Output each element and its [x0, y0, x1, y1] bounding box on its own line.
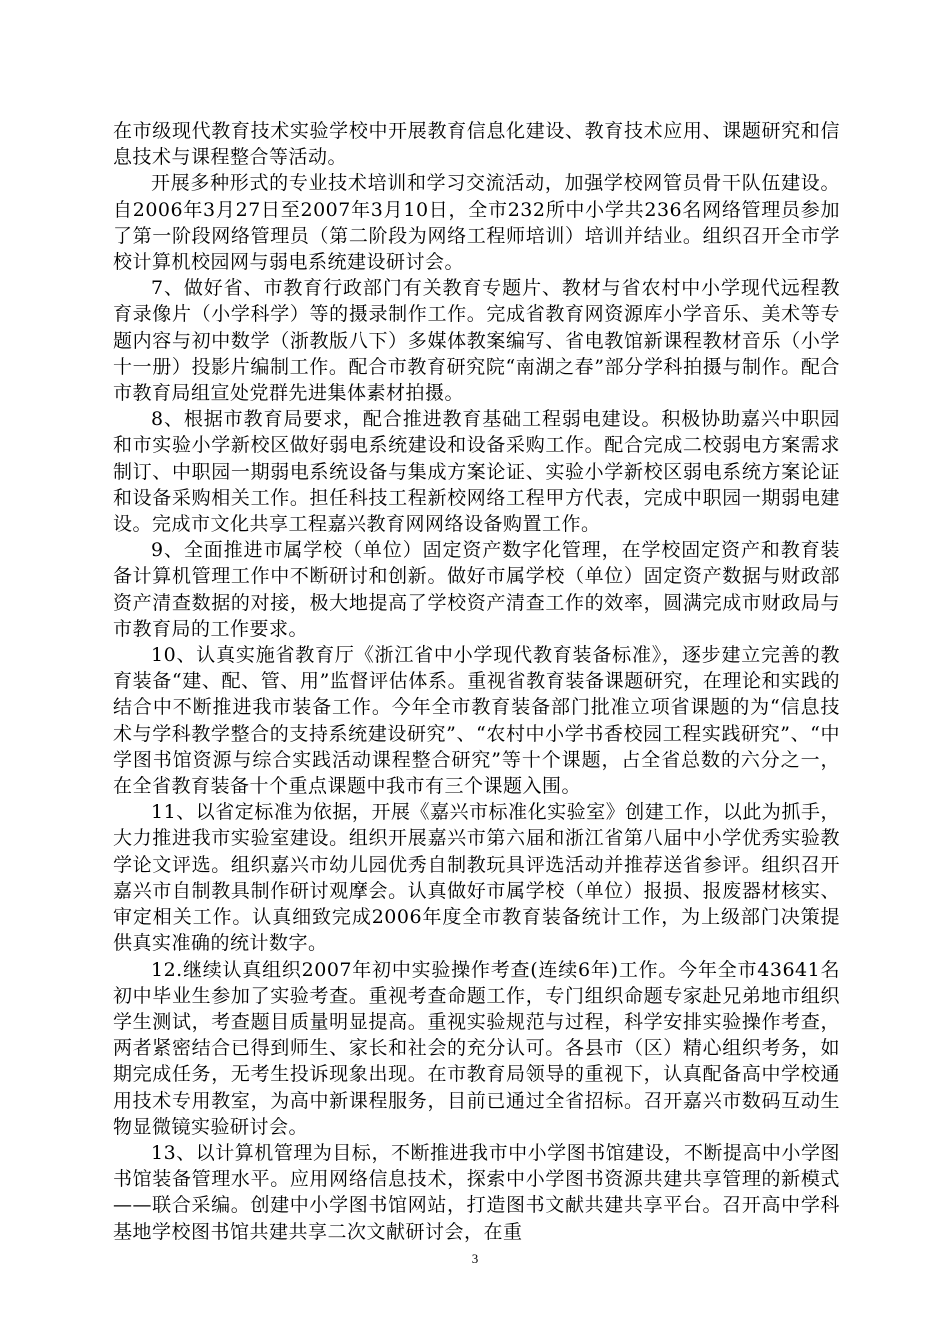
paragraph-item-13: 13、以计算机管理为目标，不断推进我市中小学图书馆建设，不断提高中小学图书馆装备管理水平。应用网络信息技术，探索中小学图书资源共建共享管理的新模式——联合采编。创建中小学图书馆网站，打造图书文献共建共享平台。召开高中学科基地学校图书馆共建共享二次文献研讨会，在重 [113, 1141, 840, 1243]
paragraph-item-9: 9、全面推进市属学校（单位）固定资产数字化管理，在学校固定资产和教育装备计算机管理工作中不断研讨和创新。做好市属学校（单位）固定资产数据与财政部资产清查数据的对接，极大地提高了学校资产清查工作的效率，圆满完成市财政局与市教育局的工作要求。 [113, 539, 840, 640]
paragraph-item-8: 8、根据市教育局要求，配合推进教育基础工程弱电建设。积极协助嘉兴中职园和市实验小学新校区做好弱电系统建设和设备采购工作。配合完成二校弱电方案需求制订、中职园一期弱电系统设备与集成方案论证、实验小学新校区弱电系统方案论证和设备采购相关工作。担任科技工程新校网络工程甲方代表，完成中职园一期弱电建设。完成市文化共享工程嘉兴教育网网络设备购置工作。 [113, 408, 840, 536]
page-number: 3 [471, 1251, 479, 1266]
document-body [113, 118, 840, 1245]
paragraph-item-11: 11、以省定标准为依据，开展《嘉兴市标准化实验室》创建工作，以此为抓手，大力推进我市实验室建设。组织开展嘉兴市第六届和浙江省第八届中小学优秀实验教学论文评选。组织嘉兴市幼儿园优秀自制教玩具评选活动并推荐送省参评。组织召开嘉兴市自制教具制作研讨观摩会。认真做好市属学校（单位）报损、报废器材核实、审定相关工作。认真细致完成2006年度全市教育装备统计工作，为上级部门决策提供真实准确的统计数字。 [113, 801, 840, 955]
paragraph-item-7: 7、做好省、市教育行政部门有关教育专题片、教材与省农村中小学现代远程教育录像片（小学科学）等的摄录制作工作。完成省教育网资源库小学音乐、美术等专题内容与初中数学（浙教版八下）多媒体教案编写、省电教馆新课程教材音乐（小学十一册）投影片编制工作。配合市教育研究院“南湖之春”部分学科拍摄与制作。配合市教育局组宣处党群先进集体素材拍摄。 [113, 277, 840, 405]
paragraph-training: 开展多种形式的专业技术培训和学习交流活动，加强学校网管员骨干队伍建设。自2006年3月27日至2007年3月10日，全市232所中小学共236名网络管理员参加了第一阶段网络管理员（第二阶段为网络工程师培训）培训并结业。组织召开全市学校计算机校园网与弱电系统建设研讨会。 [113, 172, 840, 274]
paragraph-item-12: 12.继续认真组织2007年初中实验操作考查(连续6年)工作。今年全市43641名初中毕业生参加了实验考查。重视考查命题工作，专门组织命题专家赴兄弟地市组织学生测试，考查题目质量明显提高。重视实验规范与过程，科学安排实验操作考查，两者紧密结合已得到师生、家长和社会的充分认可。各县市（区）精心组织考务，如期完成任务，无考生投诉现象出现。在市教育局领导的重视下，认真配备高中学校通用技术专用教室，为高中新课程服务，目前已通过全省招标。召开嘉兴市数码互动生物显微镜实验研讨会。 [113, 958, 840, 1138]
paragraph-item-10: 10、认真实施省教育厅《浙江省中小学现代教育装备标准》，逐步建立完善的教育装备“建、配、管、用”监督评估体系。重视省教育装备课题研究，在理论和实践的结合中不断推进我市装备工作。今年全市教育装备部门批准立项省课题的为“信息技术与学科教学整合的支持系统建设研究”、“农村中小学书香校园工程实践研究”、“中学图书馆资源与综合实践活动课程整合研究”等十个课题，占全省总数的六分之一，在全省教育装备十个重点课题中我市有三个课题入围。 [113, 644, 840, 798]
paragraph-continuation: 在市级现代教育技术实验学校中开展教育信息化建设、教育技术应用、课题研究和信息技术与课程整合等活动。 [113, 120, 840, 169]
